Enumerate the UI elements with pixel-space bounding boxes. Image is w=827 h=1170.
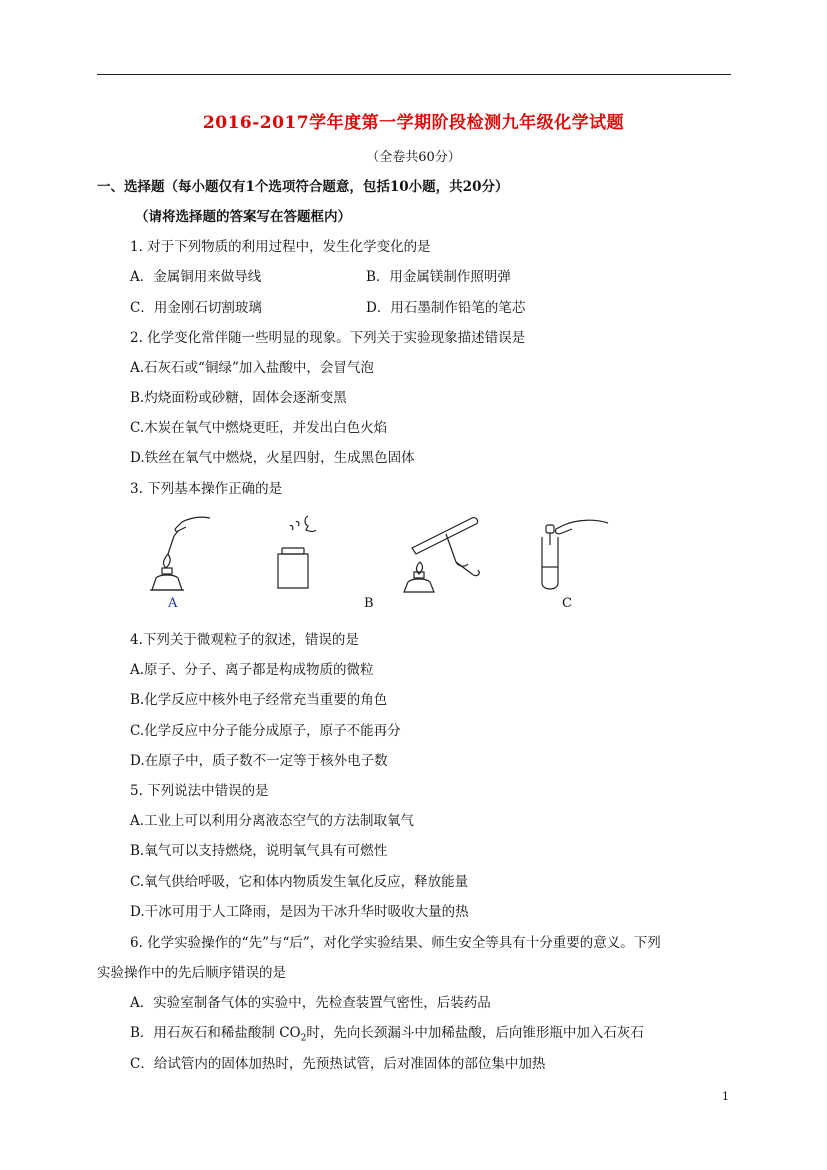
alcohol-lamp-lighting-icon [140, 510, 220, 592]
q5-option-d: D.干冰可用于人工降雨，是因为干冰升华时吸收大量的热 [130, 904, 469, 920]
section-heading: 一、选择题（每小题仅有1个选项符合题意，包括10小题，共20分） [97, 179, 509, 195]
q4-option-c: C.化学反应中分子能分成原子，原子不能再分 [130, 723, 401, 739]
q1-option-c: C．用金刚石切割玻璃 [130, 300, 262, 316]
q6-option-b-post: 时，先向长颈漏斗中加稀盐酸，后向锥形瓶中加入石灰石 [306, 1025, 644, 1041]
q2-option-c: C.木炭在氧气中燃烧更旺，并发出白色火焰 [130, 420, 388, 436]
q2-stem: 2. 化学变化常伴随一些明显的现象。下列关于实验现象描述错误是 [130, 330, 526, 346]
header-rule [97, 74, 731, 75]
page-subtitle: （全卷共60分） [366, 150, 461, 165]
q3-stem: 3. 下列基本操作正确的是 [130, 481, 283, 497]
q5-option-a: A.工业上可以利用分离液态空气的方法制取氧气 [130, 813, 415, 829]
q4-option-b: B.化学反应中核外电子经常充当重要的角色 [130, 692, 388, 708]
q2-option-b: B.灼烧面粉或砂糖，固体会逐渐变黑 [130, 390, 347, 406]
q4-option-d: D.在原子中，质子数不一定等于核外电子数 [130, 753, 388, 769]
q6-option-b [130, 1021, 644, 1044]
q2-option-a: A.石灰石或“铜绿”加入盐酸中，会冒气泡 [130, 360, 374, 376]
q5-option-b: B.氧气可以支持燃烧，说明氧气具有可燃性 [130, 843, 388, 859]
dropper-into-test-tube-icon [532, 515, 612, 591]
q1-option-d: D．用石墨制作铅笔的笔芯 [366, 300, 526, 316]
section-note: （请将选择题的答案写在答题框内） [135, 209, 351, 225]
q1-stem: 1. 对于下列物质的利用过程中，发生化学变化的是 [130, 239, 431, 255]
test-tube-heating-icon [398, 512, 488, 594]
q1-option-a: A．金属铜用来做导线 [130, 269, 262, 285]
q3-label-a: A [168, 596, 178, 611]
q1-option-b: B．用金属镁制作照明弹 [366, 269, 511, 285]
q3-label-b: B [364, 596, 374, 611]
q4-stem: 4.下列关于微观粒子的叙述，错误的是 [130, 632, 359, 648]
q6-stem-line1: 6. 化学实验操作的“先”与“后”，对化学实验结果、师生安全等具有十分重要的意义。下列 [130, 935, 661, 951]
q5-stem: 5. 下列说法中错误的是 [130, 783, 269, 799]
q3-label-c: C [562, 596, 572, 611]
gas-jar-smelling-icon [268, 512, 328, 592]
q2-option-d: D.铁丝在氧气中燃烧，火星四射，生成黑色固体 [130, 450, 415, 466]
page-number: 1 [722, 1090, 729, 1103]
q5-option-c: C.氧气供给呼吸，它和体内物质发生氧化反应，释放能量 [130, 874, 469, 890]
q6-option-b-pre: B．用石灰石和稀盐酸制 CO [130, 1025, 301, 1041]
q6-stem-line2: 实验操作中的先后顺序错误的是 [97, 965, 286, 981]
q6-option-b-sub: 2 [300, 1033, 307, 1044]
page-title: 2016-2017学年度第一学期阶段检测九年级化学试题 [202, 113, 625, 133]
q4-option-a: A.原子、分子、离子都是构成物质的微粒 [130, 662, 374, 678]
q6-option-a: A．实验室制备气体的实验中，先检查装置气密性，后装药品 [130, 995, 491, 1011]
q6-option-c: C．给试管内的固体加热时，先预热试管，后对准固体的部位集中加热 [130, 1056, 546, 1072]
